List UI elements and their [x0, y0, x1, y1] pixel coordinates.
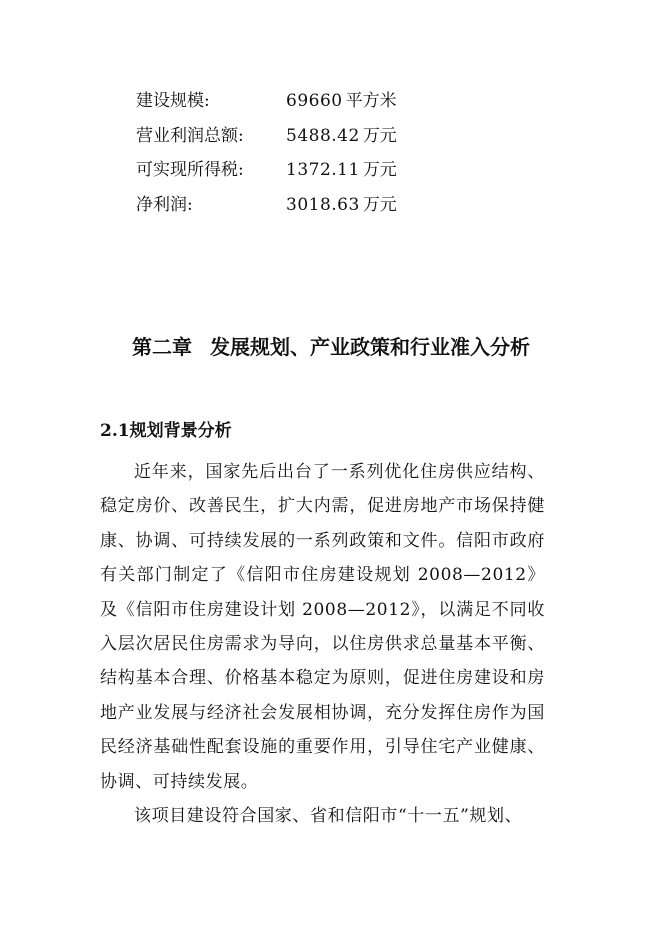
- summary-unit: 万元: [362, 125, 397, 146]
- paragraph: 该项目建设符合国家、省和信阳市“十一五”规划、: [134, 806, 523, 827]
- summary-value: 3018.63: [286, 194, 360, 215]
- section-heading-text: 规划背景分析: [129, 421, 232, 441]
- chapter-title: [0, 332, 662, 362]
- summary-unit: 万元: [362, 160, 397, 180]
- summary-label: 建设规模:: [136, 91, 210, 111]
- summary-label: 净利润:: [136, 194, 193, 215]
- project-summary: [136, 84, 556, 222]
- summary-row-construction-scale: [136, 84, 556, 119]
- summary-value: 69660: [286, 91, 343, 111]
- paragraph: 近年来，国家先后出台了一系列优化住房供应结构、稳定房价、改善民生，扩大内需，促进房地产市场保持健康、协调、可持续发展的一系列政策和文件。信阳市政府有关部门制定了《信阳市住房建设规划 2008—2012》及《信阳市住房建设计划 2008—2012》，以满足不同收入层次居民住房需求为导向，以住房供求总量基本平衡、结构基本合理、价格基本稳定为原则，促进住房建设和房地产业发展与经济社会发展相协调，充分发挥住房作为国民经济基础性配套设施的重要作用，引导住宅产业健康、协调、可持续发展。: [100, 462, 545, 792]
- summary-row-net-profit: [136, 188, 556, 223]
- summary-row-operating-profit: [136, 119, 556, 154]
- chapter-heading-text: 发展规划、产业政策和行业准入分析: [210, 335, 530, 359]
- summary-value: 5488.42: [286, 125, 360, 146]
- section-title: [100, 416, 232, 446]
- summary-row-income-tax: [136, 153, 556, 188]
- chapter-number: 第二章: [132, 335, 192, 359]
- body-text: [100, 455, 545, 833]
- summary-value: 1372.11: [286, 160, 360, 180]
- summary-label: 可实现所得税:: [136, 160, 244, 180]
- section-number: 2.1: [100, 421, 130, 441]
- summary-label: 营业利润总额:: [136, 125, 244, 146]
- summary-unit: 万元: [362, 194, 397, 215]
- summary-unit: 平方米: [345, 91, 397, 111]
